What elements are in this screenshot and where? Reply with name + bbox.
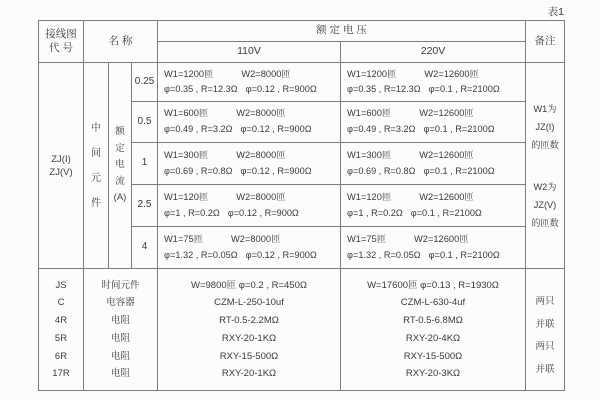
cell-110v-row-4 — [158, 227, 341, 269]
remark-line: 的匝数 — [531, 139, 559, 150]
w1-spec: W1=600匝 — [347, 108, 392, 119]
phi-spec: φ=0.1 , R=2100Ω — [428, 249, 500, 260]
component-spec-110v: RXY-15-500Ω — [219, 350, 279, 362]
zj-code-2: ZJ(V) — [49, 166, 73, 178]
cell-current-4: 4 — [132, 227, 158, 269]
cell-110v-row-2 — [158, 143, 341, 185]
vertical-char: 间 — [91, 147, 101, 159]
component-name: 电阻 — [110, 350, 130, 362]
w2-spec: W2=12600匝 — [419, 149, 474, 160]
winding-line — [347, 234, 522, 246]
vertical-char: 定 — [115, 142, 125, 154]
phi-spec: φ=1 , R=0.2Ω — [164, 207, 220, 218]
wire-line — [164, 208, 337, 220]
header-remark: 备注 — [526, 21, 564, 63]
cell-220v-row-0 — [341, 63, 526, 102]
winding-line — [164, 69, 337, 81]
component-spec-220v: RXY-20-4KΩ — [405, 332, 461, 344]
cell-wiring-code-zj — [39, 63, 84, 269]
w1-spec: W1=1200匝 — [347, 68, 397, 79]
vertical-char: 额 — [115, 126, 125, 138]
vertical-char: 中 — [91, 122, 101, 134]
component-name: 电容器 — [106, 297, 135, 309]
winding-line — [347, 192, 522, 204]
winding-line — [164, 234, 337, 246]
remark-line: 的匝数 — [531, 217, 559, 228]
w1-spec: W1=1200匝 — [164, 68, 214, 79]
w2-spec: W2=12600匝 — [414, 233, 469, 244]
cell-110v-row-0 — [158, 63, 341, 102]
vertical-char: 元 — [91, 172, 101, 184]
cell-bottom-codes — [39, 269, 84, 390]
component-spec-220v: RT-0.5-6.8MΩ — [403, 315, 463, 327]
w1-spec: W1=75匝 — [164, 233, 204, 244]
cell-bottom-names — [84, 269, 158, 390]
component-code: 6R — [54, 350, 68, 362]
phi-spec: φ=0.69 , R=0.8Ω — [164, 165, 233, 176]
cell-bottom-220v — [341, 269, 526, 390]
phi-spec: φ=0.12 , R=900Ω — [240, 165, 312, 176]
component-spec-110v: CZM-L-250-10uf — [214, 297, 284, 309]
phi-spec: φ=1.32 , R=0.05Ω — [347, 249, 421, 260]
component-spec-220v: CZM-L-630-4uf — [400, 297, 466, 309]
phi-spec: φ=1 , R=0.2Ω — [347, 207, 403, 218]
component-code: 17R — [52, 368, 70, 380]
phi-spec: φ=0.12 , R=900Ω — [245, 249, 317, 260]
w2-spec: W2=12600匝 — [424, 68, 479, 79]
w2-spec: W2=8000匝 — [241, 68, 291, 79]
remark-block-w2 — [531, 178, 559, 232]
wire-line — [347, 208, 522, 220]
header-name: 名 称 — [84, 21, 158, 63]
component-name: 电阻 — [110, 368, 130, 380]
cell-current-0: 0.25 — [132, 63, 158, 102]
phi-spec: φ=0.12 , R=900Ω — [245, 83, 317, 94]
component-spec-220v: RXY-15-500Ω — [403, 350, 463, 362]
header-110v: 110V — [158, 42, 341, 63]
w2-spec: W2=12600匝 — [419, 191, 474, 202]
cell-rated-current-vertical — [109, 63, 132, 269]
w1-spec: W1=120匝 — [164, 191, 209, 202]
component-spec-220v: RXY-20-3KΩ — [405, 368, 461, 380]
header-wiring-code-line2: 代 号 — [49, 41, 73, 54]
phi-spec: φ=0.35 , R=12.3Ω — [347, 83, 421, 94]
phi-spec: φ=0.1 , R=2100Ω — [423, 124, 495, 135]
wire-line — [164, 124, 337, 136]
wire-line — [164, 84, 337, 96]
component-name: 电阻 — [110, 315, 130, 327]
zj-code-1: ZJ(I) — [51, 153, 71, 165]
phi-spec: φ=0.35 , R=12.3Ω — [164, 83, 238, 94]
wire-line — [347, 250, 522, 262]
phi-spec: φ=0.1 , R=2100Ω — [423, 165, 495, 176]
component-code: JS — [55, 279, 67, 291]
wire-line — [347, 166, 522, 178]
component-code: 4R — [54, 315, 68, 327]
component-name: 时间元件 — [101, 279, 140, 291]
remark-line: 并联 — [535, 318, 555, 330]
cell-remark-bottom — [526, 269, 564, 390]
cell-220v-row-1 — [341, 102, 526, 143]
phi-spec: φ=0.12 , R=900Ω — [240, 124, 312, 135]
component-code: 5R — [54, 332, 68, 344]
vertical-char: 流 — [115, 175, 125, 187]
cell-current-1: 0.5 — [132, 102, 158, 143]
phi-spec: φ=0.49 , R=3.2Ω — [347, 124, 416, 135]
w2-spec: W2=12600匝 — [419, 108, 474, 119]
remark-line: W2为 — [533, 181, 557, 192]
remark-line: 两只 — [535, 341, 555, 353]
w2-spec: W2=8000匝 — [236, 108, 286, 119]
cell-110v-row-3 — [158, 185, 341, 227]
cell-bottom-110v — [158, 269, 341, 390]
remark-line: JZ(I) — [535, 121, 555, 132]
header-wiring-code-line1: 接线图 — [45, 28, 77, 41]
w1-spec: W1=600匝 — [164, 108, 209, 119]
phi-spec: φ=0.1 , R=2100Ω — [428, 83, 500, 94]
remark-block-w1 — [531, 100, 559, 154]
winding-line — [347, 108, 522, 120]
phi-spec: φ=0.12 , R=900Ω — [227, 207, 299, 218]
w2-spec: W2=8000匝 — [236, 191, 286, 202]
component-spec-110v: RXY-20-1KΩ — [221, 332, 277, 344]
w2-spec: W2=8000匝 — [236, 149, 286, 160]
phi-spec: φ=0.69 , R=0.8Ω — [347, 165, 416, 176]
cell-220v-row-4 — [341, 227, 526, 269]
wire-line — [347, 84, 522, 96]
wire-line — [347, 124, 522, 136]
w2-spec: W2=8000匝 — [231, 233, 281, 244]
winding-line — [164, 108, 337, 120]
cell-220v-row-3 — [341, 185, 526, 227]
vertical-char: 件 — [91, 197, 101, 209]
winding-line — [347, 69, 522, 81]
header-rated-voltage: 额 定 电 压 — [158, 21, 526, 42]
cell-current-3: 2.5 — [132, 185, 158, 227]
component-spec-110v: W=9800匝 φ=0.2 , R=450Ω — [191, 279, 307, 291]
remark-line: 并联 — [535, 363, 555, 375]
vertical-char: (A) — [113, 192, 127, 204]
phi-spec: φ=1.32 , R=0.05Ω — [164, 249, 238, 260]
remark-line: 两只 — [535, 296, 555, 308]
w1-spec: W1=300匝 — [347, 149, 392, 160]
winding-line — [164, 192, 337, 204]
component-code: C — [57, 297, 65, 309]
remark-line: W1为 — [533, 103, 557, 114]
w1-spec: W1=300匝 — [164, 149, 209, 160]
component-spec-110v: RT-0.5-2.2MΩ — [219, 315, 279, 327]
vertical-char: 电 — [115, 159, 125, 171]
cell-remark-middle — [526, 63, 564, 269]
header-220v: 220V — [341, 42, 526, 63]
winding-line — [164, 150, 337, 162]
component-spec-220v: W=17600匝 φ=0.13 , R=1930Ω — [367, 279, 499, 291]
cell-intermediate-element-vertical — [84, 63, 109, 269]
cell-110v-row-1 — [158, 102, 341, 143]
phi-spec: φ=0.1 , R=2100Ω — [410, 207, 482, 218]
cell-220v-row-2 — [341, 143, 526, 185]
remark-line: JZ(V) — [533, 199, 557, 210]
w1-spec: W1=75匝 — [347, 233, 387, 244]
wire-line — [164, 166, 337, 178]
component-name: 电阻 — [110, 332, 130, 344]
phi-spec: φ=0.49 , R=3.2Ω — [164, 124, 233, 135]
wire-line — [164, 250, 337, 262]
header-wiring-code — [39, 21, 84, 63]
spec-table — [38, 20, 565, 391]
component-spec-110v: RXY-20-1KΩ — [221, 368, 277, 380]
winding-line — [347, 150, 522, 162]
cell-current-2: 1 — [132, 143, 158, 185]
w1-spec: W1=120匝 — [347, 191, 392, 202]
table-number-label: 表1 — [547, 6, 564, 18]
